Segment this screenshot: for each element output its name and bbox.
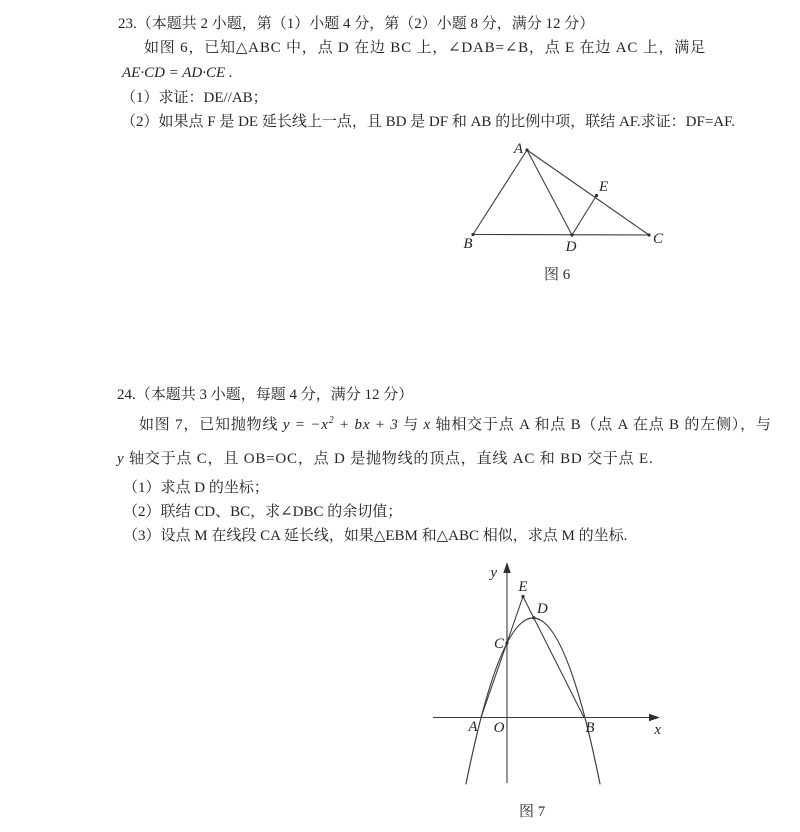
figure7-x-axis-arrow	[649, 714, 660, 721]
figure6-point-D	[570, 233, 573, 236]
problem24-line3-text: 轴交于点 C，且 OB=OC，点 D 是抛物线的顶点，直线 AC 和 BD 交于点 E.	[124, 451, 654, 467]
figure7-label-C: C	[493, 636, 504, 652]
figure6-label-C: C	[653, 231, 664, 247]
figure7-label-E: E	[518, 579, 528, 595]
x-axis-variable: x	[423, 417, 431, 433]
problem24-intro-pre: 如图 7，已知抛物线	[139, 417, 283, 433]
problem24-item1: （1）求点 D 的坐标；	[123, 480, 269, 496]
figure6-label-D: D	[565, 239, 577, 255]
figure7-caption: 图 7	[519, 804, 546, 820]
problem24-intro-mid: 与	[398, 417, 424, 433]
figure7-point-D	[532, 616, 535, 619]
formula-body: y = −x	[282, 417, 329, 433]
problem24-intro	[139, 416, 772, 434]
figure7-label-B: B	[585, 720, 595, 736]
figure6-caption: 图 6	[544, 267, 571, 283]
figure6-segment-AD	[527, 150, 572, 235]
figure6-segment-DE	[572, 196, 597, 236]
figure6-point-C	[647, 233, 650, 236]
problem23-header: 23.（本题共 2 小题，第（1）小题 4 分，第（2）小题 8 分，满分 12 分）	[118, 16, 595, 32]
figure7-label-O: O	[493, 720, 505, 736]
figure7-label-y: y	[490, 565, 497, 581]
figure7-label-x: x	[654, 722, 661, 738]
figure6-triangle-diagram	[455, 138, 670, 256]
problem23-item1: （1）求证：DE//AB；	[121, 90, 268, 106]
figure7-y-axis-arrow	[503, 562, 510, 573]
problem24-item3: （3）设点 M 在线段 CA 延长线，如果△EBM 和△ABC 相似，求点 M 的坐标.	[123, 528, 628, 544]
figure7-point-C	[505, 641, 508, 644]
figure6-point-E	[595, 194, 598, 197]
figure6-segment-AB	[473, 150, 527, 235]
figure6-label-B: B	[463, 236, 473, 252]
problem24-line3	[117, 450, 654, 468]
problem23-formula: AE·CD = AD·CE .	[122, 65, 233, 81]
figure7-label-D: D	[537, 601, 548, 617]
problem24-header: 24.（本题共 3 小题，每题 4 分，满分 12 分）	[117, 387, 414, 403]
figure6-segment-AC	[527, 150, 649, 235]
figure7-parabola-diagram	[430, 558, 675, 790]
problem23-intro: 如图 6，已知△ABC 中，点 D 在边 BC 上，∠DAB=∠B，点 E 在边 AC 上，满足	[144, 40, 706, 56]
figure7-line-ACE	[481, 597, 523, 718]
figure6-label-E: E	[599, 179, 609, 195]
figure7-point-E	[521, 595, 524, 598]
y-axis-variable: y	[117, 451, 125, 467]
problem24-item2: （2）联结 CD、BC，求∠DBC 的余切值；	[123, 504, 403, 520]
formula-tail: + bx + 3	[334, 417, 399, 433]
figure7-parabola-curve	[466, 618, 600, 784]
figure6-segment-BC	[473, 235, 649, 236]
figure6-label-A: A	[513, 141, 523, 157]
problem24-intro-post: 轴相交于点 A 和点 B（点 A 在点 B 的左侧），与	[430, 417, 772, 433]
problem23-item2: （2）如果点 F 是 DE 延长线上一点，且 BD 是 DF 和 AB 的比例中项，联结 AF.求证：DF=AF.	[121, 114, 736, 130]
figure7-line-BDE	[523, 597, 584, 718]
formula-exponent: 2	[328, 415, 335, 426]
problem24-parabola-formula	[283, 417, 399, 433]
figure6-point-A	[525, 148, 528, 151]
figure7-label-A: A	[468, 719, 478, 735]
